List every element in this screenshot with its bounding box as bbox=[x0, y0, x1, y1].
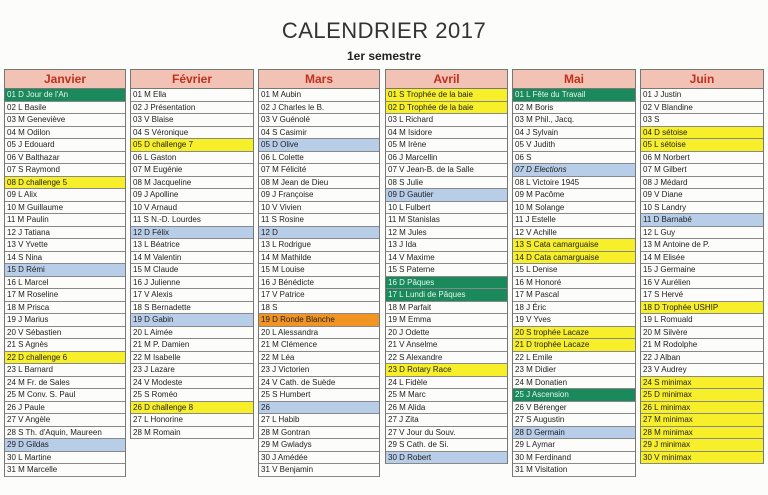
month-column-mars bbox=[258, 69, 380, 477]
day-row: 27 V Angèle bbox=[5, 414, 125, 427]
day-row: 12 M Jules bbox=[386, 227, 507, 240]
day-row: 05 D Olive bbox=[259, 139, 379, 152]
day-row: 13 M Antoine de P. bbox=[641, 239, 763, 252]
day-row: 04 S Véronique bbox=[131, 127, 253, 140]
day-row: 10 S Landry bbox=[641, 202, 763, 215]
day-row: 06 L Colette bbox=[259, 152, 379, 165]
day-row: 17 M Pascal bbox=[513, 289, 635, 302]
day-row: 19 D Gabin bbox=[131, 314, 253, 327]
day-row: 08 M Jacqueline bbox=[131, 177, 253, 190]
day-row: 16 J Bénédicte bbox=[259, 277, 379, 290]
day-row: 21 M P. Damien bbox=[131, 339, 253, 352]
day-row: 14 M Elisée bbox=[641, 252, 763, 265]
day-row: 29 S Cath. de Si. bbox=[386, 439, 507, 452]
day-row: 11 M Paulin bbox=[5, 214, 125, 227]
month-header: Janvier bbox=[5, 69, 125, 89]
day-row: 05 J Edouard bbox=[5, 139, 125, 152]
day-row: 27 L Habib bbox=[259, 414, 379, 427]
calendar-subtitle: 1er semestre bbox=[346, 49, 422, 63]
day-row: 13 L Rodrigue bbox=[259, 239, 379, 252]
day-row: 22 M Isabelle bbox=[131, 352, 253, 365]
day-row: 29 M Gwladys bbox=[259, 439, 379, 452]
day-row: 11 J Estelle bbox=[513, 214, 635, 227]
day-row: 08 J Médard bbox=[641, 177, 763, 190]
day-row: 01 J Justin bbox=[641, 89, 763, 102]
day-row: 10 M Solange bbox=[513, 202, 635, 215]
day-row: 19 D Ronde Blanche bbox=[259, 314, 379, 327]
day-row: 05 M Irène bbox=[386, 139, 507, 152]
day-row: 30 V minimax bbox=[641, 452, 763, 465]
day-row: 22 D challenge 6 bbox=[5, 352, 125, 365]
day-row: 06 S bbox=[513, 152, 635, 165]
day-row: 06 M Norbert bbox=[641, 152, 763, 165]
day-row: 12 V Achille bbox=[513, 227, 635, 240]
day-row: 25 S Roméo bbox=[131, 389, 253, 402]
day-row: 23 L Barnard bbox=[5, 364, 125, 377]
day-row: 29 L Aymar bbox=[513, 439, 635, 452]
day-row: 22 J Alban bbox=[641, 352, 763, 365]
day-row: 15 L Denise bbox=[513, 264, 635, 277]
day-row: 02 V Blandine bbox=[641, 102, 763, 115]
day-row: 15 J Germaine bbox=[641, 264, 763, 277]
day-row: 02 D Trophée de la baie bbox=[386, 102, 507, 115]
day-row: 14 D Cata camarguaise bbox=[513, 252, 635, 265]
month-column-mai bbox=[512, 69, 636, 477]
day-row: 08 M Jean de Dieu bbox=[259, 177, 379, 190]
day-row: 11 D Barnabé bbox=[641, 214, 763, 227]
day-row: 09 D Gautier bbox=[386, 189, 507, 202]
day-row: 01 L Fête du Travail bbox=[513, 89, 635, 102]
day-row: 09 L Alix bbox=[5, 189, 125, 202]
day-row: 24 V Cath. de Suède bbox=[259, 377, 379, 390]
day-row: 13 S Cata camarguaise bbox=[513, 239, 635, 252]
day-row: 14 M Valentin bbox=[131, 252, 253, 265]
month-header: Avril bbox=[386, 69, 507, 89]
day-row: 24 M Fr. de Sales bbox=[5, 377, 125, 390]
day-row: 06 V Balthazar bbox=[5, 152, 125, 165]
day-row: 08 D challenge 5 bbox=[5, 177, 125, 190]
day-row: 17 V Patrice bbox=[259, 289, 379, 302]
day-row: 17 V Alexis bbox=[131, 289, 253, 302]
day-row: 08 S Julie bbox=[386, 177, 507, 190]
day-row: 09 J Apolline bbox=[131, 189, 253, 202]
day-row: 24 S minimax bbox=[641, 377, 763, 390]
day-row: 19 M Emma bbox=[386, 314, 507, 327]
day-row: 31 V Benjamin bbox=[259, 464, 379, 477]
day-row: 03 V Guénolé bbox=[259, 114, 379, 127]
day-row: 05 L sétoise bbox=[641, 139, 763, 152]
day-row: 22 L Emile bbox=[513, 352, 635, 365]
day-row: 27 J Zita bbox=[386, 414, 507, 427]
month-column-janvier bbox=[4, 69, 126, 477]
day-row: 17 S Hervé bbox=[641, 289, 763, 302]
day-row: 03 L Richard bbox=[386, 114, 507, 127]
day-row: 01 M Aubin bbox=[259, 89, 379, 102]
day-row: 26 L minimax bbox=[641, 402, 763, 415]
day-row: 04 S Casimir bbox=[259, 127, 379, 140]
day-row: 09 V Diane bbox=[641, 189, 763, 202]
day-row: 03 M Phil., Jacq. bbox=[513, 114, 635, 127]
day-row: 19 V Yves bbox=[513, 314, 635, 327]
day-row: 14 V Maxime bbox=[386, 252, 507, 265]
day-row: 20 S trophée Lacaze bbox=[513, 327, 635, 340]
day-row: 04 M Isidore bbox=[386, 127, 507, 140]
day-row: 07 S Raymond bbox=[5, 164, 125, 177]
day-row: 16 V Aurélien bbox=[641, 277, 763, 290]
day-row: 11 S N.-D. Lourdes bbox=[131, 214, 253, 227]
day-row: 24 V Modeste bbox=[131, 377, 253, 390]
day-row: 10 M Guillaume bbox=[5, 202, 125, 215]
day-row: 11 S Rosine bbox=[259, 214, 379, 227]
day-row: 11 M Stanislas bbox=[386, 214, 507, 227]
day-row: 20 M Silvère bbox=[641, 327, 763, 340]
day-row: 29 D Gildas bbox=[5, 439, 125, 452]
day-row: 01 M Ella bbox=[131, 89, 253, 102]
day-row: 08 L Victoire 1945 bbox=[513, 177, 635, 190]
day-row: 04 M Odilon bbox=[5, 127, 125, 140]
day-row: 27 V Jour du Souv. bbox=[386, 427, 507, 440]
day-row: 06 L Gaston bbox=[131, 152, 253, 165]
day-row: 19 L Romuald bbox=[641, 314, 763, 327]
day-row: 28 M minimax bbox=[641, 427, 763, 440]
day-row: 09 J Françoise bbox=[259, 189, 379, 202]
day-row: 26 D challenge 8 bbox=[131, 402, 253, 415]
day-row: 01 S Trophée de la baie bbox=[386, 89, 507, 102]
day-row: 15 D Rémi bbox=[5, 264, 125, 277]
day-row: 23 M Didier bbox=[513, 364, 635, 377]
day-row: 12 D bbox=[259, 227, 379, 240]
day-row: 04 D sétoise bbox=[641, 127, 763, 140]
day-row: 12 D Félix bbox=[131, 227, 253, 240]
day-row: 16 L Marcel bbox=[5, 277, 125, 290]
day-row: 21 S Agnès bbox=[5, 339, 125, 352]
day-row: 10 L Fulbert bbox=[386, 202, 507, 215]
day-row: 24 M Donatien bbox=[513, 377, 635, 390]
day-row: 23 J Victorien bbox=[259, 364, 379, 377]
day-row: 20 L Alessandra bbox=[259, 327, 379, 340]
day-row: 17 M Roseline bbox=[5, 289, 125, 302]
day-row: 25 S Humbert bbox=[259, 389, 379, 402]
day-row: 21 M Rodolphe bbox=[641, 339, 763, 352]
day-row: 10 V Vivien bbox=[259, 202, 379, 215]
day-row: 07 V Jean-B. de la Salle bbox=[386, 164, 507, 177]
day-row: 02 J Présentation bbox=[131, 102, 253, 115]
day-row: 20 V Sébastien bbox=[5, 327, 125, 340]
day-row: 21 V Anselme bbox=[386, 339, 507, 352]
day-row: 20 J Odette bbox=[386, 327, 507, 340]
month-header: Juin bbox=[641, 69, 763, 89]
day-row: 30 M Ferdinand bbox=[513, 452, 635, 465]
day-row: 25 M Conv. S. Paul bbox=[5, 389, 125, 402]
day-row: 26 J Paule bbox=[5, 402, 125, 415]
day-row: 12 J Tatiana bbox=[5, 227, 125, 240]
day-row: 18 J Éric bbox=[513, 302, 635, 315]
day-row: 24 L Fidèle bbox=[386, 377, 507, 390]
day-row: 25 M Marc bbox=[386, 389, 507, 402]
day-row: 18 S Bernadette bbox=[131, 302, 253, 315]
day-row: 25 D minimax bbox=[641, 389, 763, 402]
day-row: 23 V Audrey bbox=[641, 364, 763, 377]
day-row: 03 M Geneviève bbox=[5, 114, 125, 127]
day-row: 29 J minimax bbox=[641, 439, 763, 452]
calendar-title: CALENDRIER 2017 bbox=[281, 18, 487, 43]
day-row: 02 J Charles le B. bbox=[259, 102, 379, 115]
day-row: 15 S Paterne bbox=[386, 264, 507, 277]
month-header: Mars bbox=[259, 69, 379, 89]
day-row: 18 S bbox=[259, 302, 379, 315]
day-row: 09 M Pacôme bbox=[513, 189, 635, 202]
day-row: 27 M minimax bbox=[641, 414, 763, 427]
day-row: 21 M Clémence bbox=[259, 339, 379, 352]
day-row: 16 D Pâques bbox=[386, 277, 507, 290]
day-row: 31 M Visitation bbox=[513, 464, 635, 477]
day-row: 31 M Marcelle bbox=[5, 464, 125, 477]
day-row: 26 M Alida bbox=[386, 402, 507, 415]
day-row: 07 M Félicité bbox=[259, 164, 379, 177]
day-row: 23 J Lazare bbox=[131, 364, 253, 377]
day-row: 19 J Marius bbox=[5, 314, 125, 327]
day-row: 03 V Blaise bbox=[131, 114, 253, 127]
day-row: 18 M Prisca bbox=[5, 302, 125, 315]
day-row: 28 D Germain bbox=[513, 427, 635, 440]
day-row: 05 V Judith bbox=[513, 139, 635, 152]
day-row: 25 J Ascension bbox=[513, 389, 635, 402]
day-row: 30 J Amédée bbox=[259, 452, 379, 465]
day-row: 14 S Nina bbox=[5, 252, 125, 265]
day-row: 15 M Claude bbox=[131, 264, 253, 277]
day-row: 05 D challenge 7 bbox=[131, 139, 253, 152]
month-header: Février bbox=[131, 69, 253, 89]
day-row: 27 S Augustin bbox=[513, 414, 635, 427]
month-column-juin bbox=[640, 69, 764, 464]
day-row: 02 M Boris bbox=[513, 102, 635, 115]
day-row: 22 M Léa bbox=[259, 352, 379, 365]
day-row: 17 L Lundi de Pâques bbox=[386, 289, 507, 302]
day-row: 01 D Jour de l'An bbox=[5, 89, 125, 102]
day-row: 02 L Basile bbox=[5, 102, 125, 115]
day-row: 28 M Romain bbox=[131, 427, 253, 440]
day-row: 06 J Marcellin bbox=[386, 152, 507, 165]
day-row: 21 D trophée Lacaze bbox=[513, 339, 635, 352]
day-row: 03 S bbox=[641, 114, 763, 127]
day-row: 13 L Béatrice bbox=[131, 239, 253, 252]
day-row: 30 L Martine bbox=[5, 452, 125, 465]
day-row: 12 L Guy bbox=[641, 227, 763, 240]
day-row: 18 D Trophée USHIP bbox=[641, 302, 763, 315]
day-row: 26 bbox=[259, 402, 379, 415]
months-grid bbox=[0, 69, 768, 495]
day-row: 30 D Robert bbox=[386, 452, 507, 465]
day-row: 28 S Th. d'Aquin, Maureen bbox=[5, 427, 125, 440]
day-row: 28 M Gontran bbox=[259, 427, 379, 440]
month-header: Mai bbox=[513, 69, 635, 89]
day-row: 10 V Arnaud bbox=[131, 202, 253, 215]
day-row: 26 V Bérenger bbox=[513, 402, 635, 415]
day-row: 15 M Louise bbox=[259, 264, 379, 277]
day-row: 07 D Elections bbox=[513, 164, 635, 177]
day-row: 22 S Alexandre bbox=[386, 352, 507, 365]
day-row: 16 J Julienne bbox=[131, 277, 253, 290]
day-row: 14 M Mathilde bbox=[259, 252, 379, 265]
day-row: 13 J Ida bbox=[386, 239, 507, 252]
day-row: 13 V Yvette bbox=[5, 239, 125, 252]
day-row: 04 J Sylvain bbox=[513, 127, 635, 140]
day-row: 20 L Aimée bbox=[131, 327, 253, 340]
day-row: 27 L Honorine bbox=[131, 414, 253, 427]
month-column-fevrier bbox=[130, 69, 254, 439]
day-row: 23 D Rotary Race bbox=[386, 364, 507, 377]
day-row: 16 M Honoré bbox=[513, 277, 635, 290]
day-row: 18 M Parfait bbox=[386, 302, 507, 315]
month-column-avril bbox=[385, 69, 508, 464]
day-row: 07 M Eugénie bbox=[131, 164, 253, 177]
day-row: 07 M Gilbert bbox=[641, 164, 763, 177]
